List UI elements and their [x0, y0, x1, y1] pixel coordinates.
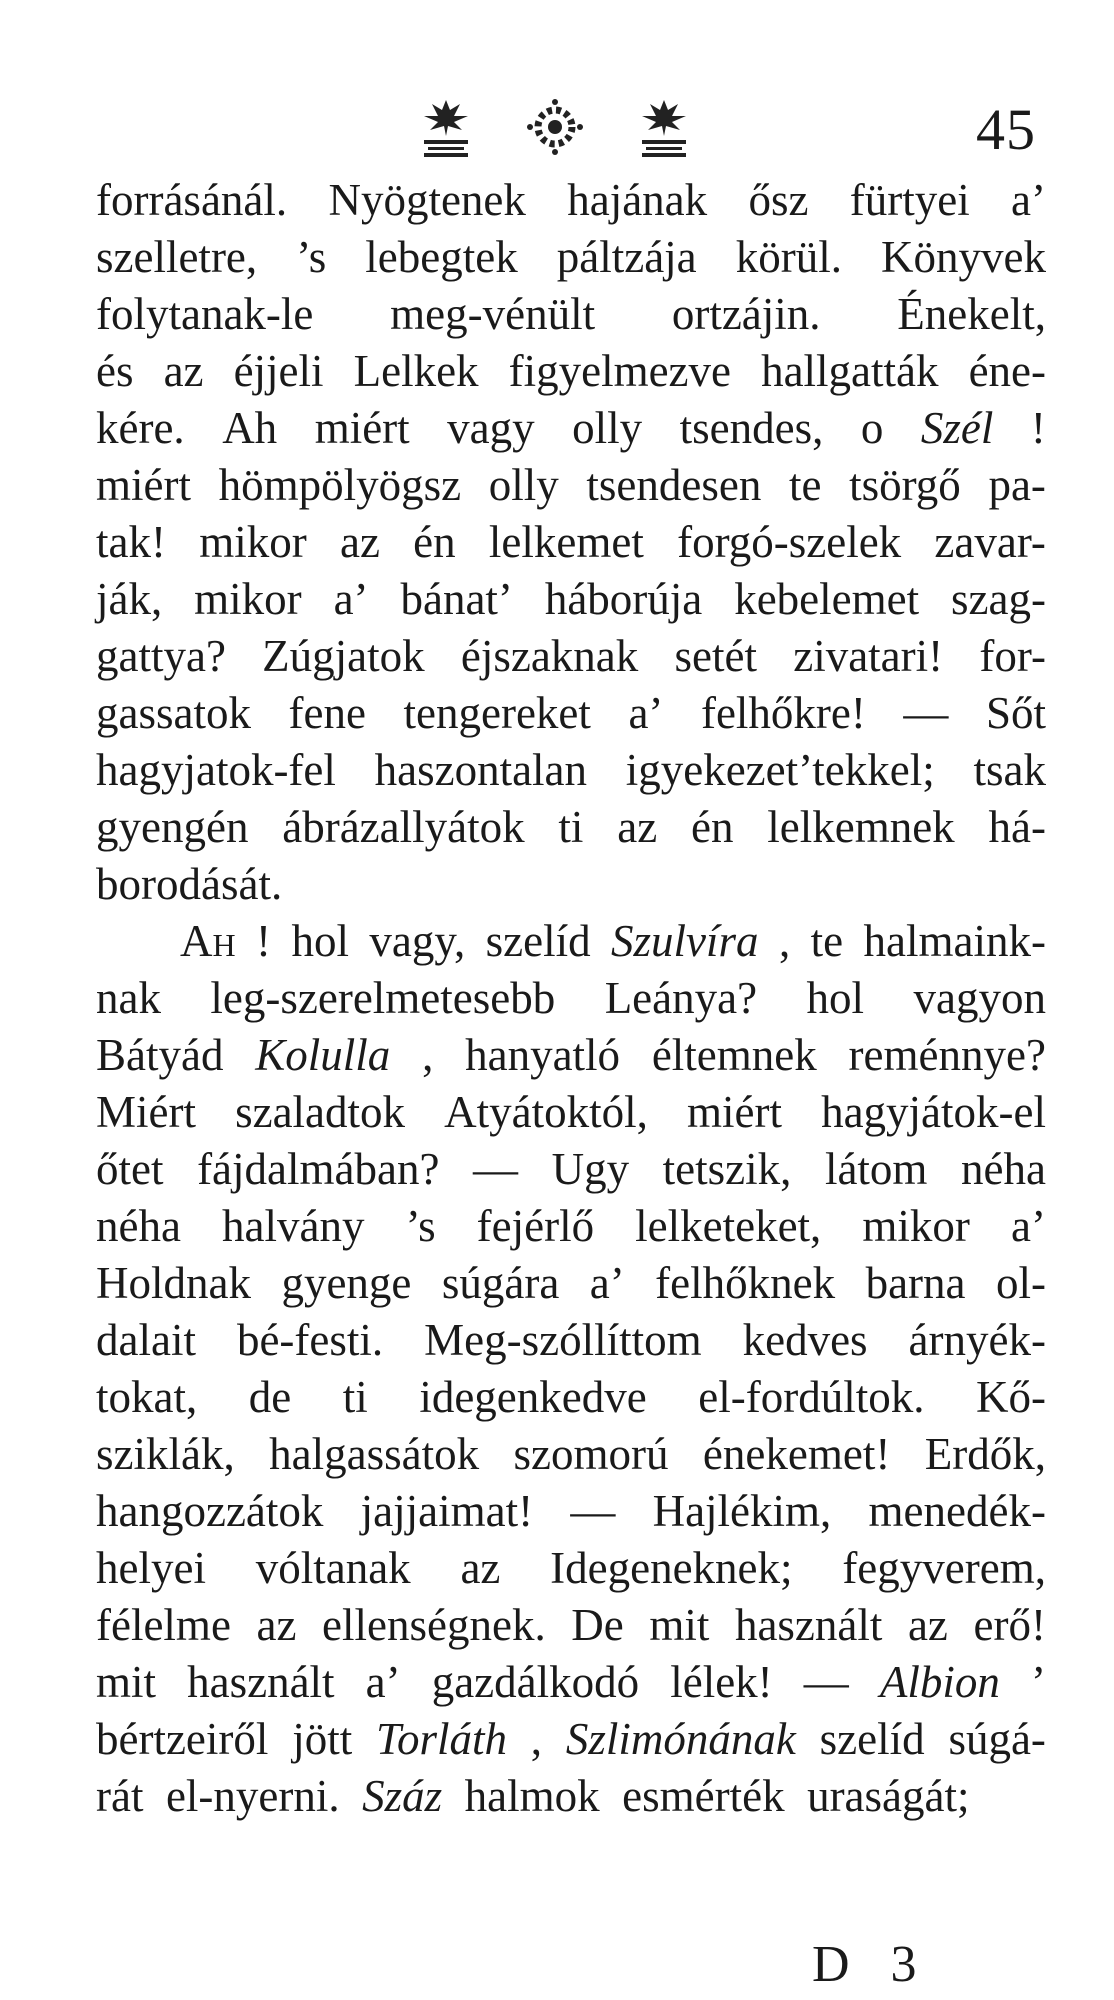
word: fürtyei — [849, 175, 970, 225]
header-ornament — [420, 92, 690, 162]
word: vagy — [447, 403, 535, 453]
word: Szulvíra — [611, 916, 759, 966]
word: folytanak-le — [96, 289, 314, 339]
word: el-fordúltok. — [698, 1372, 925, 1422]
text-segment: Száz — [362, 1771, 443, 1821]
word: lelketeket, — [635, 1201, 822, 1251]
word: ! — [256, 916, 272, 966]
word: fájdalmában? — [197, 1144, 440, 1194]
text-line — [96, 1483, 1046, 1540]
word: Sőt — [985, 688, 1046, 738]
word: halvány — [222, 1201, 365, 1251]
word: felhőknek — [655, 1258, 836, 1308]
word: Miért — [96, 1087, 196, 1137]
word: az — [163, 346, 204, 396]
word: halgassátok — [269, 1429, 480, 1479]
text-line — [96, 400, 1046, 457]
word: a’ — [628, 688, 664, 738]
word: tsörgő — [849, 460, 961, 510]
word: bánat’ — [400, 574, 513, 624]
word: Ah — [222, 403, 278, 453]
word: én — [690, 802, 734, 852]
text-line — [96, 1198, 1046, 1255]
word: lelkemet — [488, 517, 644, 567]
word: olly — [488, 460, 559, 510]
word: Atyátoktól, — [444, 1087, 648, 1137]
word: az — [617, 802, 658, 852]
word: szelíd — [485, 916, 591, 966]
text-segment: borodását. — [96, 859, 283, 909]
word: Nyögtenek — [328, 175, 526, 225]
word: igyekezet’tekkel; — [625, 745, 935, 795]
word: éjszaknak — [460, 631, 639, 681]
word: fegyverem, — [842, 1543, 1046, 1593]
word: dalait — [96, 1315, 196, 1365]
word: használt — [734, 1600, 883, 1650]
text-segment: rát el-nyerni. — [96, 1771, 363, 1821]
word: lelkemnek — [767, 802, 955, 852]
word: pa- — [988, 460, 1046, 510]
word: tsak — [973, 745, 1046, 795]
word: gyenge — [281, 1258, 412, 1308]
word: szelletre, — [96, 232, 258, 282]
text-line — [96, 1426, 1046, 1483]
word: gattya? — [96, 631, 226, 681]
word: Albion — [879, 1657, 1000, 1707]
word: Ugy — [551, 1144, 630, 1194]
word: ’ — [1030, 1657, 1046, 1707]
word: Kolulla — [255, 1030, 391, 1080]
word: gazdálkodó — [431, 1657, 640, 1707]
word: ősz — [748, 175, 809, 225]
text-line — [96, 628, 1046, 685]
word: ’s — [296, 232, 327, 282]
body-text — [96, 172, 1046, 1825]
word: mit — [96, 1657, 157, 1707]
word: őtet — [96, 1144, 164, 1194]
word: vagy, — [369, 916, 466, 966]
word: szomorú — [513, 1429, 669, 1479]
word: halmaink- — [863, 916, 1046, 966]
word: vagyon — [913, 973, 1046, 1023]
word: ti — [558, 802, 584, 852]
word: bértzeiről — [96, 1714, 269, 1764]
word: használt — [187, 1657, 335, 1707]
word: hallgatták — [761, 346, 939, 396]
word: bé-festi. — [236, 1315, 384, 1365]
word: meg-vénült — [390, 289, 596, 339]
word: kedves — [742, 1315, 868, 1365]
text-segment: halmok esmérték uraságát; — [442, 1771, 970, 1821]
page-number: 45 — [976, 97, 1036, 162]
word: Ah — [180, 916, 236, 966]
word: látom — [824, 1144, 928, 1194]
text-line — [96, 856, 1046, 913]
word: súgá- — [948, 1714, 1046, 1764]
word: há- — [988, 802, 1046, 852]
word: menedék- — [868, 1486, 1046, 1536]
word: lélek! — [670, 1657, 773, 1707]
word: néha — [961, 1144, 1046, 1194]
word: ellenségnek. — [322, 1600, 546, 1650]
word: az — [907, 1600, 948, 1650]
word: sziklák, — [96, 1429, 235, 1479]
word: lebegtek — [365, 232, 518, 282]
text-line — [96, 343, 1046, 400]
word: hol — [806, 973, 865, 1023]
word: Hajlékim, — [652, 1486, 832, 1536]
word: tak! — [96, 517, 166, 567]
word: fene — [288, 688, 366, 738]
word: hangozzátok — [96, 1486, 324, 1536]
text-line — [96, 1027, 1046, 1084]
word: súgára — [441, 1258, 560, 1308]
word: tokat, — [96, 1372, 198, 1422]
word: az — [256, 1600, 297, 1650]
word: te — [810, 916, 844, 966]
word: — — [570, 1486, 616, 1536]
text-line — [96, 1597, 1046, 1654]
word: hömpölyögsz — [218, 460, 462, 510]
text-line — [96, 1255, 1046, 1312]
word: Idegeneknek; — [550, 1543, 793, 1593]
word: leg-szerelmetesebb — [210, 973, 556, 1023]
word: fejérlő — [476, 1201, 595, 1251]
text-line — [96, 1141, 1046, 1198]
word: én — [413, 517, 456, 567]
word: tengereket — [403, 688, 591, 738]
word: ortzájin. — [671, 289, 821, 339]
word: Könyvek — [881, 232, 1046, 282]
word: jajjaimat! — [360, 1486, 534, 1536]
word: szaladtok — [235, 1087, 406, 1137]
word: te — [789, 460, 822, 510]
word: ! — [1030, 403, 1046, 453]
word: Torláth — [376, 1714, 507, 1764]
word: a’ — [365, 1657, 401, 1707]
text-line — [96, 1540, 1046, 1597]
text-line — [96, 970, 1046, 1027]
word: , — [422, 1030, 434, 1080]
word: forgó-szelek — [677, 517, 902, 567]
text-line — [96, 685, 1046, 742]
word: helyei — [96, 1543, 206, 1593]
text-line — [96, 1369, 1046, 1426]
word: Énekelt, — [897, 289, 1046, 339]
word: Holdnak — [96, 1258, 251, 1308]
word: de — [248, 1372, 292, 1422]
word: Szél — [920, 403, 994, 453]
word: mikor — [199, 517, 307, 567]
word: tetszik, — [662, 1144, 792, 1194]
text-line — [96, 286, 1046, 343]
word: kére. — [96, 403, 185, 453]
word: reménnye? — [848, 1030, 1046, 1080]
word: — — [903, 688, 949, 738]
word: hol — [291, 916, 349, 966]
word: hagyjátok-el — [821, 1087, 1046, 1137]
word: kebelemet — [734, 574, 920, 624]
word: figyelmezve — [508, 346, 731, 396]
word: körül. — [735, 232, 842, 282]
word: tsendes, — [679, 403, 824, 453]
text-line — [96, 1312, 1046, 1369]
signature-mark: D 3 — [812, 1936, 931, 1993]
word: hagyjatok-fel — [96, 745, 336, 795]
word: zavar- — [934, 517, 1046, 567]
word: szelíd — [819, 1714, 925, 1764]
word: zivatari! — [793, 631, 944, 681]
text-line — [96, 172, 1046, 229]
word: , — [530, 1714, 543, 1764]
word: félelme — [96, 1600, 231, 1650]
text-line — [96, 1084, 1046, 1141]
word: hanyatló — [465, 1030, 621, 1080]
word: forrásánál. — [96, 175, 288, 225]
word: a’ — [1011, 175, 1046, 225]
word: miért — [96, 460, 191, 510]
text-line — [96, 742, 1046, 799]
word: éjjeli — [233, 346, 324, 396]
text-line — [96, 514, 1046, 571]
word: a’ — [1010, 1201, 1046, 1251]
word: mit — [649, 1600, 710, 1650]
text-line — [96, 229, 1046, 286]
word: a’ — [333, 574, 369, 624]
word: ol- — [995, 1258, 1046, 1308]
text-line — [96, 1711, 1046, 1768]
word: éne- — [968, 346, 1046, 396]
word: Erdők, — [924, 1429, 1046, 1479]
word: barna — [865, 1258, 966, 1308]
word: ják, — [96, 574, 163, 624]
word: gyengén — [96, 802, 249, 852]
text-line — [96, 571, 1046, 628]
word: az — [339, 517, 380, 567]
word: , — [778, 916, 791, 966]
word: gassatok — [96, 688, 251, 738]
floral-ornament-icon — [638, 96, 690, 158]
word: De — [571, 1600, 624, 1650]
word: erő! — [973, 1600, 1046, 1650]
word: o — [860, 403, 884, 453]
word: ábrázallyátok — [282, 802, 525, 852]
word: for- — [979, 631, 1046, 681]
text-line — [96, 913, 1046, 970]
word: jött — [292, 1714, 353, 1764]
word: tsendesen — [586, 460, 762, 510]
word: setét — [674, 631, 757, 681]
rosette-ornament-icon — [526, 98, 584, 156]
word: éltemnek — [651, 1030, 817, 1080]
word: — — [473, 1144, 518, 1194]
word: Leánya? — [604, 973, 758, 1023]
word: miért — [686, 1087, 782, 1137]
word: Zúgjatok — [262, 631, 425, 681]
word: árnyék- — [908, 1315, 1046, 1365]
text-line — [96, 1654, 1046, 1711]
word: ’s — [405, 1201, 436, 1251]
word: Lelkek — [353, 346, 479, 396]
word: nak — [96, 973, 161, 1023]
text-line — [96, 1768, 1046, 1825]
floral-ornament-icon — [420, 96, 472, 158]
word: Meg-szóllíttom — [424, 1315, 702, 1365]
word: ti — [342, 1372, 368, 1422]
text-line — [96, 457, 1046, 514]
word: háborúja — [544, 574, 703, 624]
word: páltzája — [556, 232, 697, 282]
word: szag- — [951, 574, 1046, 624]
word: vóltanak — [255, 1543, 411, 1593]
word: Kő- — [975, 1372, 1046, 1422]
text-line — [96, 799, 1046, 856]
word: néha — [96, 1201, 181, 1251]
word: miért — [314, 403, 410, 453]
word: és — [96, 346, 134, 396]
word: Szlimónának — [565, 1714, 796, 1764]
word: mikor — [862, 1201, 970, 1251]
word: Bátyád — [96, 1030, 224, 1080]
word: haszontalan — [374, 745, 588, 795]
word: — — [803, 1657, 849, 1707]
word: idegenkedve — [419, 1372, 647, 1422]
word: felhőkre! — [700, 688, 866, 738]
word: olly — [572, 403, 643, 453]
word: énekemet! — [702, 1429, 891, 1479]
word: hajának — [567, 175, 708, 225]
word: mikor — [194, 574, 302, 624]
word: az — [460, 1543, 501, 1593]
word: a’ — [589, 1258, 625, 1308]
